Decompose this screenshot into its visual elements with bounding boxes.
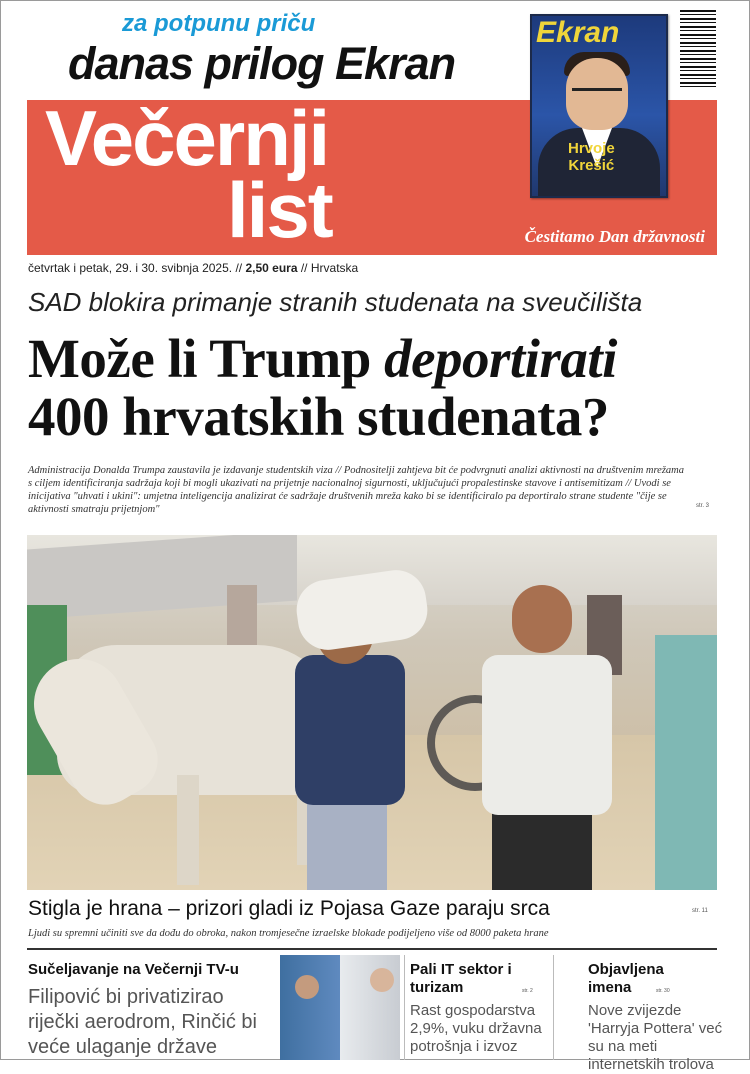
promo-title[interactable]: danas prilog Ekran — [68, 38, 456, 89]
headline-italic: deportirati — [384, 328, 617, 389]
congrats-text: Čestitamo Dan državnosti — [524, 227, 705, 246]
headline-line2: 400 hrvatskih studenata? — [28, 386, 609, 447]
teaser-potter-title[interactable]: Objavljena imena — [588, 961, 664, 996]
supplement-cover[interactable] — [530, 14, 668, 198]
section-divider — [27, 948, 717, 950]
cover-title: Ekran — [536, 16, 620, 49]
boy-head — [512, 585, 572, 653]
boy-body — [482, 655, 612, 815]
photo-donkey-leg — [177, 775, 199, 885]
lead-headline[interactable] — [28, 330, 617, 446]
column-divider — [404, 955, 405, 1060]
thumbnail-person — [295, 975, 319, 999]
column-divider — [553, 955, 554, 1060]
photo-bystander — [227, 585, 257, 645]
photo-page-ref: str. 11 — [692, 908, 708, 914]
lead-kicker: SAD blokira primanje stranih studenata na sveučilišta — [28, 287, 643, 317]
newspaper-logo[interactable] — [45, 94, 332, 254]
promo-kicker: za potpunu priču — [122, 10, 316, 37]
teaser-economy-title[interactable]: Pali IT sektor i turizam — [410, 961, 512, 996]
issue-date: četvrtak i petak, 29. i 30. svibnja 2025. — [28, 261, 233, 275]
dateline-sep: // — [232, 261, 246, 275]
boy-legs — [492, 810, 592, 890]
logo-line1: Večernji — [45, 94, 329, 182]
issue-price: 2,50 eura — [245, 261, 298, 275]
lead-page-ref: str. 3 — [696, 503, 710, 509]
boy-legs — [307, 800, 387, 890]
teaser-economy-ref: str. 2 — [522, 988, 533, 994]
dateline-sep: // — [297, 261, 311, 275]
teaser-potter-ref: str. 30 — [656, 988, 670, 994]
boy-body — [295, 655, 405, 805]
teaser-debate-text: Filipović bi privatizirao riječki aerodrom, Rinčić bi veće ulaganje države — [28, 986, 257, 1058]
photo-smiling-boy — [482, 585, 652, 890]
photo-subcaption: Ljudi su spremni učiniti sve da dođu do obroka, nakon tromjesečne izraelske blokade podijeljeno više od 8000 paketa hrane — [28, 928, 549, 939]
gaza-photo[interactable] — [27, 535, 717, 890]
barcode — [680, 10, 716, 90]
thumbnail-person — [370, 968, 394, 992]
cover-name — [568, 140, 615, 174]
photo-caption[interactable]: Stigla je hrana – prizori gladi iz Pojasa Gaze paraju srca — [28, 897, 550, 920]
cover-glasses — [572, 88, 622, 101]
dateline — [28, 261, 358, 275]
cover-name-line2: Krešić — [568, 157, 615, 174]
issue-country: Hrvatska — [310, 261, 359, 275]
cover-name-line1: Hrvoje — [568, 140, 615, 157]
lead-lede: Administracija Donalda Trumpa zaustavila je izdavanje studentskih viza // Podnositelji zahtjeva bit će podvrgnuti analizi aktivnosti na društvenim mrežama s ciljem identificiranja sadržaja koji bi mogli ukazivati na prijetnje nacionalnoj sigurnosti, uključujući propalestinske stavove i antisemitizam // Uvodi se inicijativa "uhvati i ukini": umjetna inteligencija analizirat će sadržaje društvenih mreža kako bi se identificiralo pa deportiralo strane studente "čije se aktivnosti smatraju prijetnjom" — [28, 465, 685, 515]
teaser-economy-text: Rast gospodarstva 2,9%, vuku državna potrošnja i izvoz — [410, 1002, 542, 1055]
logo-line2: list — [227, 166, 332, 254]
teaser-potter-text: Nove zvijezde 'Harryja Pottera' već su na meti internetskih trolova — [588, 1002, 723, 1073]
photo-bystander — [655, 635, 717, 890]
headline-part1: Može li Trump — [28, 328, 385, 389]
teaser-debate-title[interactable]: Sučeljavanje na Večernji TV-u — [28, 961, 239, 978]
